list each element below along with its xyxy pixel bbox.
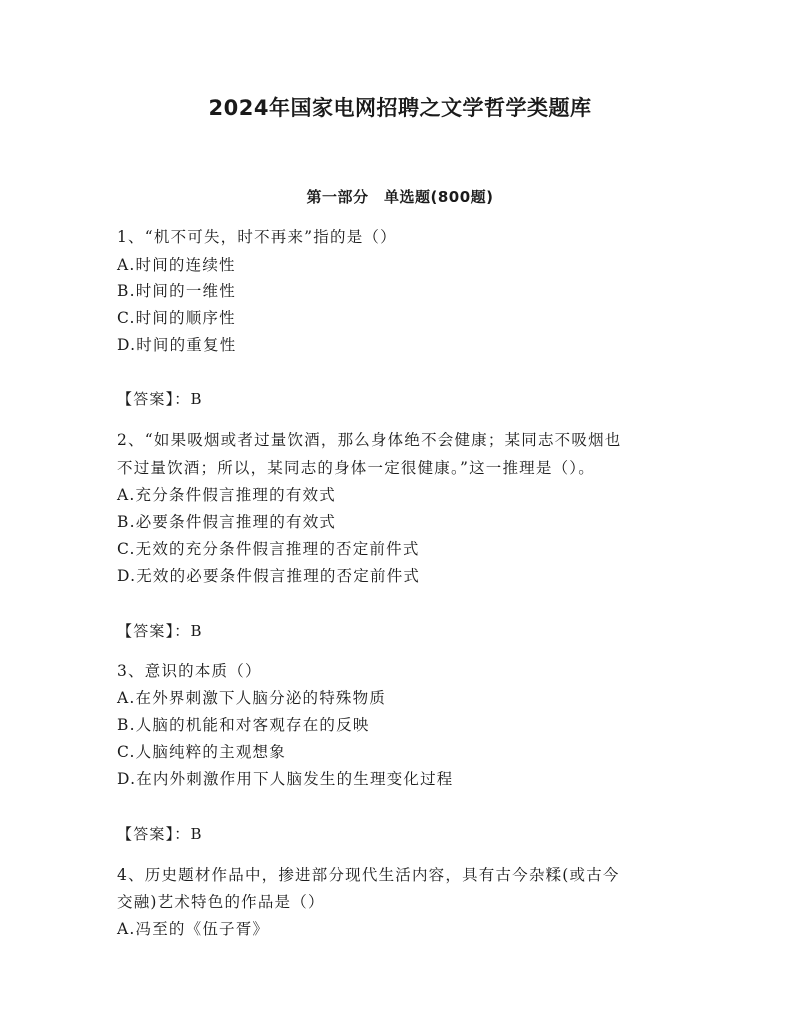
- question-2-option-b: B.必要条件假言推理的有效式: [117, 513, 337, 531]
- question-1-option-d: D.时间的重复性: [117, 336, 237, 354]
- question-1-option-a: A.时间的连续性: [117, 256, 236, 274]
- question-3-answer: 【答案】：B: [117, 825, 203, 843]
- document-title: 2024年国家电网招聘之文学哲学类题库: [208, 96, 592, 120]
- question-3-option-b: B.人脑的机能和对客观存在的反映: [117, 716, 370, 734]
- section-title: 第一部分 单选题(800题): [306, 188, 494, 206]
- question-1-answer: 【答案】：B: [117, 390, 203, 408]
- question-2-stem-line-1: 2、“如果吸烟或者过量饮酒，那么身体绝不会健康；某同志不吸烟也: [117, 431, 622, 449]
- question-3-option-a: A.在外界刺激下人脑分泌的特殊物质: [117, 689, 387, 707]
- question-2-answer: 【答案】：B: [117, 622, 203, 640]
- question-4-option-a: A.冯至的《伍子胥》: [117, 920, 270, 938]
- question-1-option-b: B.时间的一维性: [117, 282, 236, 300]
- question-2-option-d: D.无效的必要条件假言推理的否定前件式: [117, 567, 421, 585]
- question-3-option-d: D.在内外刺激作用下人脑发生的生理变化过程: [117, 770, 454, 788]
- question-2-option-a: A.充分条件假言推理的有效式: [117, 486, 336, 504]
- question-4-stem-line-2: 交融)艺术特色的作品是（）: [117, 893, 325, 911]
- question-1-stem: 1、“机不可失，时不再来”指的是（）: [117, 228, 397, 246]
- question-3-stem: 3、意识的本质（）: [117, 662, 262, 680]
- question-2-option-c: C.无效的充分条件假言推理的否定前件式: [117, 540, 420, 558]
- question-3-option-c: C.人脑纯粹的主观想象: [117, 743, 286, 761]
- question-2-stem-line-2: 不过量饮酒；所以，某同志的身体一定很健康。”这一推理是（）。: [117, 459, 595, 477]
- question-1-option-c: C.时间的顺序性: [117, 309, 236, 327]
- question-4-stem-line-1: 4、历史题材作品中，掺进部分现代生活内容，具有古今杂糅(或古今: [117, 866, 620, 884]
